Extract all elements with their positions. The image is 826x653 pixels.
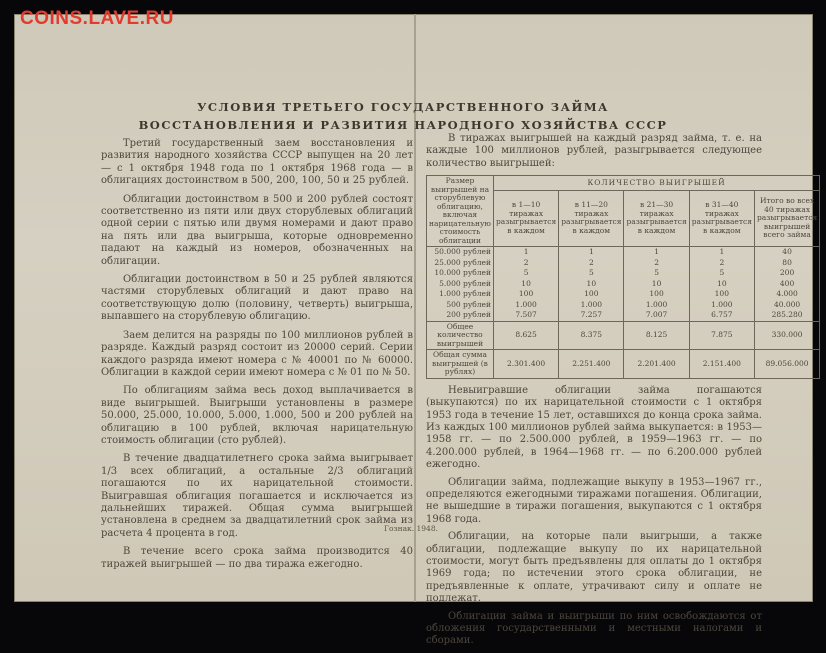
table-cell: 8.125 [624,321,689,350]
table-cell: 2 [559,258,624,269]
table-cell: 7.507 [493,310,558,321]
table-cell: 10 [493,279,558,290]
heading-line-2: ВОССТАНОВЛЕНИЯ И РАЗВИТИЯ НАРОДНОГО ХОЗЯЙСТВА СССР [138,118,668,132]
paragraph: Облигации займа, подлежащие выкупу в 1953—1967 гг., определяются ежегодными тиражами погашения. Облигации, не вышедшие в тиражи погашения, выкупаются с 1 октября 1968 года. [426,476,762,525]
table-cell: 200 рублей [427,310,494,321]
paragraph: Третий государственный заем восстановления и развития народного хозяйства СССР выпущен на 20 лет — с 1 октября 1948 года по 1 октября 1968 года — в облигациях достоинством в 500, 200, 100, 50 и 25 рублей. [101,138,413,187]
table-cell: 10 [559,279,624,290]
table-cell: 2 [624,258,689,269]
table-cell: 1 [493,247,558,258]
printer-imprint: Гознак. 1948. [384,524,438,533]
table-row [427,321,820,350]
table-cell: 2 [493,258,558,269]
table-cell: 10.000 рублей [427,268,494,279]
paragraph: По облигациям займа весь доход выплачивается в виде выигрышей. Выигрыши установлены в размере 50.000, 25.000, 10.000, 5.000, 1.000, 500 и 200 рублей на облигацию в 100 рублей, включая нарицательную стоимость облигации (сто рублей). [101,385,413,446]
table-cell: 1.000 рублей [427,289,494,300]
table-body [427,247,820,322]
table-cell: 100 [689,289,754,300]
group-header: КОЛИЧЕСТВО ВЫИГРЫШЕЙ [493,176,819,190]
table-cell: 330.000 [754,321,819,350]
table-cell: 6.757 [689,310,754,321]
table-cell: 500 рублей [427,300,494,311]
table-row [427,258,820,269]
table-cell: Общее количество выигрышей [427,321,494,350]
table-cell: 2.151.400 [689,350,754,379]
col-header: Размер выигрышей на сторублевую облигацию, включая нарицательную стоимость облигации [427,176,494,247]
right-column [426,133,818,653]
table-cell: 100 [493,289,558,300]
table-cell: Общая сумма выигрышей (в рублях) [427,350,494,379]
paragraph: В течение всего срока займа производится 40 тиражей выигрышей — по два тиража ежегодно. [101,546,413,570]
table-cell: 7.875 [689,321,754,350]
table-cell: 8.625 [493,321,558,350]
table-cell: 4.000 [754,289,819,300]
table-row [427,289,820,300]
table-cell: 80 [754,258,819,269]
table-cell: 5 [493,268,558,279]
col-header: Итого во всех 40 тиражах разыгрывается выигрышей всего займа [754,190,819,247]
table-cell: 200 [754,268,819,279]
table-cell: 10 [624,279,689,290]
table-cell: 1.000 [689,300,754,311]
table-row [427,310,820,321]
table-cell: 1 [559,247,624,258]
table-cell: 50.000 рублей [427,247,494,258]
table-intro: В тиражах выигрышей на каждый разряд займа, т. е. на каждые 100 миллионов рублей, разыгрывается следующее количество выигрышей: [426,133,762,169]
table-cell: 1.000 [624,300,689,311]
table-row [427,350,820,379]
table-cell: 10 [689,279,754,290]
left-column [101,138,413,577]
paragraph: Облигации достоинством в 500 и 200 рублей состоят соответственно из пяти или двух сторублевых облигаций одной серии с пятью или двумя номерами и дают право на пять или два выигрыша, которые одновременно падают на каждый из номеров, обозначенных на облигации. [101,193,413,267]
table-cell: 1 [624,247,689,258]
table-cell: 1 [689,247,754,258]
table-cell: 2.251.400 [559,350,624,379]
table-cell: 400 [754,279,819,290]
table-cell: 2 [689,258,754,269]
table-row [427,279,820,290]
table-cell: 2.301.400 [493,350,558,379]
paragraph: Облигации займа и выигрыши по ним освобождаются от обложения государственными и местными налогами и сборами. [426,610,762,647]
watermark: COINS.LAVE.RU [20,8,174,29]
table-cell: 5 [559,268,624,279]
table-row [427,300,820,311]
winnings-table [426,175,820,379]
table-cell: 7.007 [624,310,689,321]
table-row [427,247,820,258]
table-cell: 7.257 [559,310,624,321]
col-header: в 31—40 тиражах разыгрывается в каждом [689,190,754,247]
table-cell: 25.000 рублей [427,258,494,269]
table-cell: 1.000 [559,300,624,311]
table-cell: 5 [624,268,689,279]
conditions-heading [0,98,816,134]
heading-line-1: УСЛОВИЯ ТРЕТЬЕГО ГОСУДАРСТВЕННОГО ЗАЙМА [197,100,609,114]
table-row [427,268,820,279]
table-cell: 5.000 рублей [427,279,494,290]
table-cell: 1.000 [493,300,558,311]
table-cell: 8.375 [559,321,624,350]
col-header: в 11—20 тиражах разыгрывается в каждом [559,190,624,247]
table-cell: 100 [559,289,624,300]
table-cell: 40 [754,247,819,258]
table-cell: 40.000 [754,300,819,311]
col-header: в 1—10 тиражах разыгрывается в каждом [493,190,558,247]
paragraph: Облигации, на которые пали выигрыши, а также облигации, подлежащие выкупу по их нарицательной стоимости, могут быть предъявлены для оплаты до 1 октября 1969 года; по истечении этого срока облигации, не предъявленные к оплате, утрачивают силу и оплате не подлежат. [426,531,762,605]
table-cell: 5 [689,268,754,279]
table-cell: 89.056.000 [754,350,819,379]
table-cell: 100 [624,289,689,300]
paragraph: Невыигравшие облигации займа погашаются (выкупаются) по их нарицательной стоимости с 1 октября 1953 года в течение 15 лет, оставшихся до конца срока займа. Из каждых 100 миллионов рублей займа выкупается: в 1953—1958 гг. — по 2.500.000 рублей, в 1959—1963 гг. — по 4.200.000 рублей, в 1964—1968 гг. — по 6.200.000 рублей ежегодно. [426,384,762,471]
paragraph: Облигации достоинством в 50 и 25 рублей являются частями сторублевых облигаций и дают право на соответствующую долю (половину, четверть) выигрыша, выпавшего на сторублевую облигацию. [101,274,413,323]
col-header: в 21—30 тиражах разыгрывается в каждом [624,190,689,247]
table-cell: 285.280 [754,310,819,321]
table-cell: 2.201.400 [624,350,689,379]
paragraph: В течение двадцатилетнего срока займа выигрывает 1/3 всех облигаций, а остальные 2/3 облигаций погашаются по их нарицательной стоимости. Выигравшая облигация погашается и исключается из дальнейших тиражей. Общая сумма выигрышей установлена в среднем за двадцатилетний срок займа из расчета 4 процента в год. [101,453,413,539]
paragraph: Заем делится на разряды по 100 миллионов рублей в разряде. Каждый разряд состоит из 20000 серий. Серии каждого разряда имеют номера с № 40001 по № 60000. Облигации в каждой серии имеют номера с № 01 по № 50. [101,329,413,378]
